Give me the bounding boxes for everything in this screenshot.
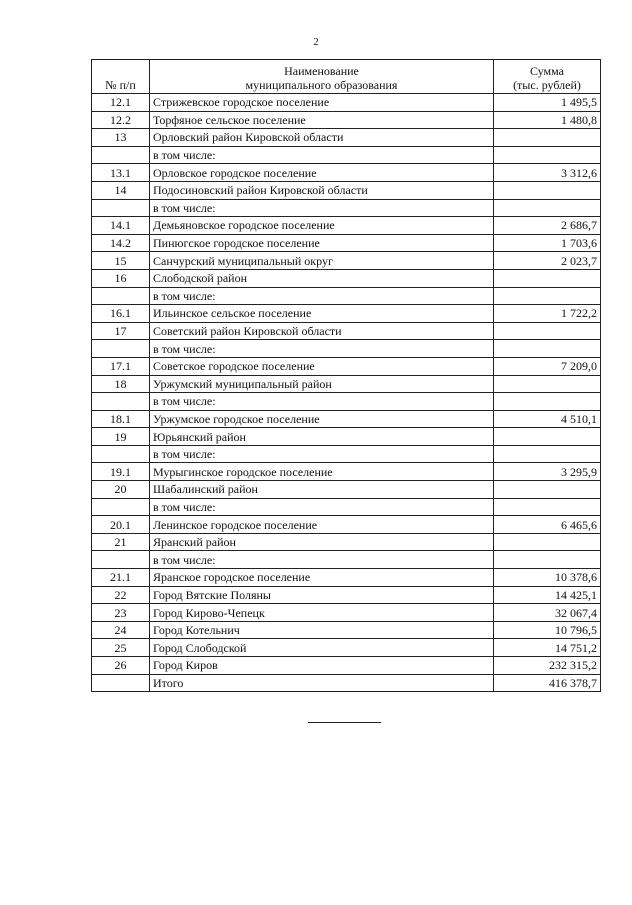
row-number: 16 <box>92 269 150 287</box>
row-sum <box>494 146 601 164</box>
row-sum <box>494 533 601 551</box>
header-sum-line2: (тыс. рублей) <box>513 78 581 92</box>
table-body <box>92 94 601 692</box>
row-sum <box>494 269 601 287</box>
table-row <box>92 287 601 305</box>
table-row <box>92 375 601 393</box>
row-name: Яранское городское поселение <box>150 569 494 587</box>
row-sum <box>494 340 601 358</box>
row-sum: 232 315,2 <box>494 657 601 675</box>
table-row <box>92 357 601 375</box>
row-name: Орловский район Кировской области <box>150 129 494 147</box>
table-row <box>92 428 601 446</box>
row-number: 22 <box>92 586 150 604</box>
row-sum: 3 295,9 <box>494 463 601 481</box>
row-number: 13.1 <box>92 164 150 182</box>
row-sum <box>494 181 601 199</box>
table-row <box>92 463 601 481</box>
table-row <box>92 305 601 323</box>
row-sum <box>494 393 601 411</box>
row-number <box>92 199 150 217</box>
row-sum <box>494 551 601 569</box>
table-header <box>92 60 601 94</box>
row-number: 14 <box>92 181 150 199</box>
row-number: 20 <box>92 481 150 499</box>
table-row <box>92 621 601 639</box>
row-sum: 4 510,1 <box>494 410 601 428</box>
row-sum <box>494 199 601 217</box>
row-name: Юрьянский район <box>150 428 494 446</box>
row-sum: 1 722,2 <box>494 305 601 323</box>
row-name: в том числе: <box>150 199 494 217</box>
table-row <box>92 111 601 129</box>
row-name: Город Киров <box>150 657 494 675</box>
table-row <box>92 199 601 217</box>
header-name-line2: муниципального образования <box>245 78 398 92</box>
row-name: в том числе: <box>150 287 494 305</box>
row-sum <box>494 375 601 393</box>
table-row <box>92 657 601 675</box>
table-row <box>92 586 601 604</box>
row-sum <box>494 428 601 446</box>
row-sum: 14 751,2 <box>494 639 601 657</box>
header-sum <box>494 60 601 94</box>
row-name: Подосиновский район Кировской области <box>150 181 494 199</box>
row-sum: 7 209,0 <box>494 357 601 375</box>
row-name: в том числе: <box>150 445 494 463</box>
row-name: в том числе: <box>150 340 494 358</box>
row-number: 19.1 <box>92 463 150 481</box>
row-number: 12.1 <box>92 94 150 112</box>
total-label: Итого <box>150 674 494 692</box>
row-sum: 2 686,7 <box>494 217 601 235</box>
row-name: Торфяное сельское поселение <box>150 111 494 129</box>
table-row <box>92 252 601 270</box>
row-number <box>92 498 150 516</box>
row-name: Город Вятские Поляны <box>150 586 494 604</box>
row-name: Демьяновское городское поселение <box>150 217 494 235</box>
table-row <box>92 164 601 182</box>
row-sum: 2 023,7 <box>494 252 601 270</box>
row-number: 17.1 <box>92 357 150 375</box>
table-row <box>92 129 601 147</box>
row-number <box>92 287 150 305</box>
table-row <box>92 533 601 551</box>
table-row <box>92 269 601 287</box>
closing-rule-divider <box>308 722 381 723</box>
table-row <box>92 393 601 411</box>
table-row <box>92 481 601 499</box>
row-name: Советское городское поселение <box>150 357 494 375</box>
row-sum <box>494 322 601 340</box>
table-row <box>92 146 601 164</box>
header-name-line1: Наименование <box>284 64 359 78</box>
table-row <box>92 234 601 252</box>
row-sum: 10 378,6 <box>494 569 601 587</box>
table-row <box>92 498 601 516</box>
row-name: Орловское городское поселение <box>150 164 494 182</box>
row-number <box>92 674 150 692</box>
row-name: Советский район Кировской области <box>150 322 494 340</box>
row-number: 24 <box>92 621 150 639</box>
table-row <box>92 94 601 112</box>
row-sum: 1 480,8 <box>494 111 601 129</box>
total-row <box>92 674 601 692</box>
row-sum: 32 067,4 <box>494 604 601 622</box>
row-number: 21 <box>92 533 150 551</box>
header-name <box>150 60 494 94</box>
row-number: 13 <box>92 129 150 147</box>
row-number <box>92 551 150 569</box>
row-name: Уржумское городское поселение <box>150 410 494 428</box>
row-name: в том числе: <box>150 146 494 164</box>
table-row <box>92 410 601 428</box>
table-row <box>92 322 601 340</box>
table-row <box>92 340 601 358</box>
row-name: в том числе: <box>150 393 494 411</box>
table-row <box>92 516 601 534</box>
table-row <box>92 445 601 463</box>
row-number <box>92 340 150 358</box>
total-sum: 416 378,7 <box>494 674 601 692</box>
row-sum: 10 796,5 <box>494 621 601 639</box>
row-sum: 1 495,5 <box>494 94 601 112</box>
table-row <box>92 551 601 569</box>
row-name: в том числе: <box>150 498 494 516</box>
row-number: 14.2 <box>92 234 150 252</box>
row-sum <box>494 498 601 516</box>
header-num <box>92 60 150 94</box>
page-number: 2 <box>313 36 319 48</box>
row-sum: 6 465,6 <box>494 516 601 534</box>
table-row <box>92 604 601 622</box>
row-number: 18 <box>92 375 150 393</box>
row-number: 16.1 <box>92 305 150 323</box>
row-number: 20.1 <box>92 516 150 534</box>
budget-table <box>91 59 601 692</box>
table-row <box>92 639 601 657</box>
row-sum <box>494 287 601 305</box>
row-number: 15 <box>92 252 150 270</box>
row-name: Стрижевское городское поселение <box>150 94 494 112</box>
row-number: 18.1 <box>92 410 150 428</box>
row-number: 12.2 <box>92 111 150 129</box>
row-name: Город Кирово-Чепецк <box>150 604 494 622</box>
row-name: в том числе: <box>150 551 494 569</box>
row-name: Шабалинский район <box>150 481 494 499</box>
row-number: 14.1 <box>92 217 150 235</box>
row-number: 25 <box>92 639 150 657</box>
row-sum: 3 312,6 <box>494 164 601 182</box>
row-name: Ленинское городское поселение <box>150 516 494 534</box>
header-row <box>92 60 601 94</box>
row-number <box>92 146 150 164</box>
row-name: Яранский район <box>150 533 494 551</box>
row-name: Ильинское сельское поселение <box>150 305 494 323</box>
row-number: 26 <box>92 657 150 675</box>
row-name: Мурыгинское городское поселение <box>150 463 494 481</box>
row-number <box>92 445 150 463</box>
row-name: Город Котельнич <box>150 621 494 639</box>
table-row <box>92 217 601 235</box>
row-name: Пинюгское городское поселение <box>150 234 494 252</box>
row-sum: 1 703,6 <box>494 234 601 252</box>
row-sum <box>494 445 601 463</box>
row-sum <box>494 481 601 499</box>
row-number: 17 <box>92 322 150 340</box>
row-number: 23 <box>92 604 150 622</box>
header-sum-line1: Сумма <box>530 64 564 78</box>
row-sum: 14 425,1 <box>494 586 601 604</box>
row-name: Санчурский муниципальный округ <box>150 252 494 270</box>
row-number: 21.1 <box>92 569 150 587</box>
header-num-label: № п/п <box>105 78 136 92</box>
row-name: Слободской район <box>150 269 494 287</box>
table-row <box>92 569 601 587</box>
row-number <box>92 393 150 411</box>
row-number: 19 <box>92 428 150 446</box>
table-row <box>92 181 601 199</box>
row-sum <box>494 129 601 147</box>
row-name: Город Слободской <box>150 639 494 657</box>
row-name: Уржумский муниципальный район <box>150 375 494 393</box>
